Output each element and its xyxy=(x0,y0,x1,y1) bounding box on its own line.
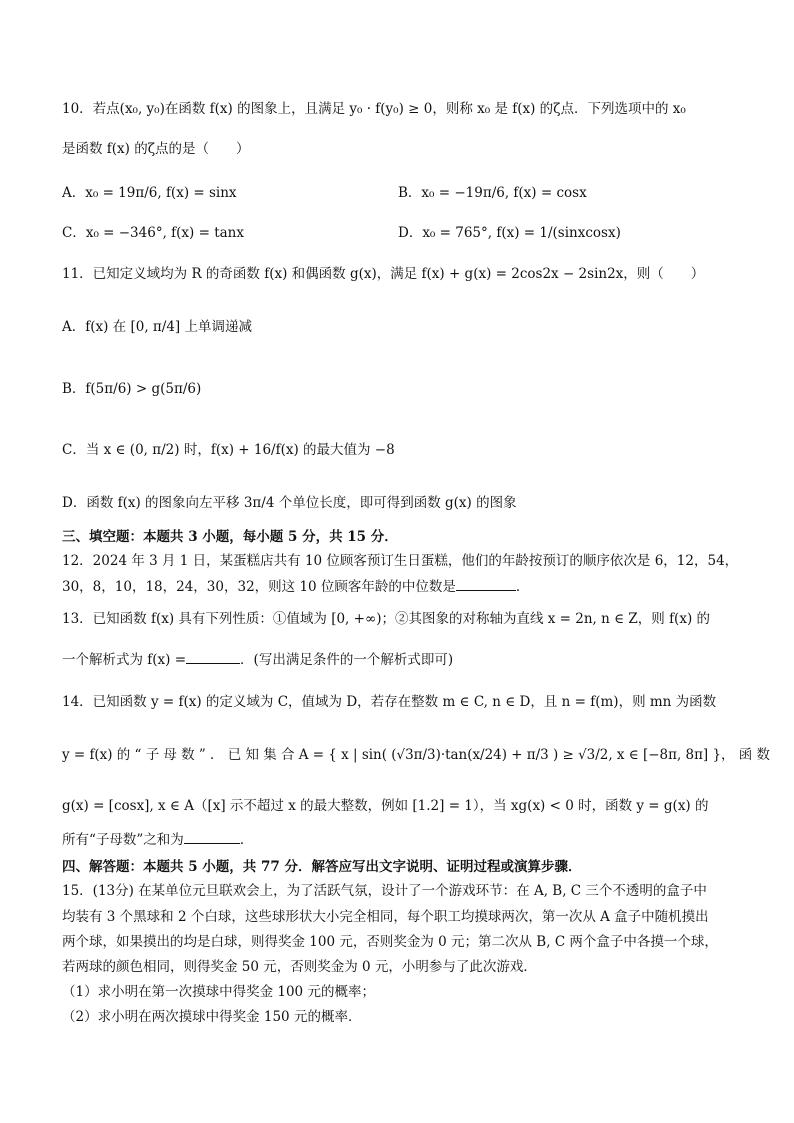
q15-sub1: （1）求小明在第一次摸球中得奖金 100 元的概率； xyxy=(62,984,375,1000)
q12-end: ． xyxy=(515,579,530,595)
q11-option-d: D．函数 f(x) 的图象向左平移 3π/4 个单位长度，即可得到函数 g(x) 的图象 xyxy=(62,495,517,511)
q14-text-b: ． xyxy=(239,832,254,848)
q11-stem: 11．已知定义域均为 R 的奇函数 f(x) 和偶函数 g(x)，满足 f(x) + g(x) = 2cos2x − 2sin2x，则（ ） xyxy=(62,266,705,282)
q10-stem-line1: 10．若点(x₀, y₀)在函数 f(x) 的图象上，且满足 y₀ · f(y₀) ≥ 0，则称 x₀ 是 f(x) 的ζ点．下列选项中的 x₀ xyxy=(62,101,686,117)
q12-line2 xyxy=(62,578,529,596)
q10-option-d: D．x₀ = 765°, f(x) = 1/(sinxcosx) xyxy=(398,225,621,241)
q14-line3: g(x) = [cosx], x ∈ A（[x] 示不超过 x 的最大整数，例如 [1.2] = 1），当 xg(x) < 0 时，函数 y = g(x) 的 xyxy=(62,798,709,814)
q10-option-c: C．x₀ = −346°, f(x) = tanx xyxy=(62,225,244,241)
q15-line2: 均装有 3 个黑球和 2 个白球，这些球形状大小完全相同，每个职工均摸球两次，第一次从 A 盒子中随机摸出 xyxy=(62,909,709,925)
section-4-heading: 四、解答题：本题共 5 小题，共 77 分．解答应写出文字说明、证明过程或演算步骤． xyxy=(62,859,582,875)
q12-text: 30，8，10，18，24，30，32，则这 10 位顾客年龄的中位数是 xyxy=(62,579,456,595)
q15-line1: 15．(13分) 在某单位元旦联欢会上，为了活跃气氛，设计了一个游戏环节：在 A, B, C 三个不透明的盒子中 xyxy=(62,883,707,899)
q15-line3: 两个球，如果摸出的均是白球，则得奖金 100 元，否则奖金为 0 元；第二次从 B, C 两个盒子中各摸一个球， xyxy=(62,934,718,950)
q10-stem-line2: 是函数 f(x) 的ζ点的是（ ） xyxy=(62,141,250,157)
q15-sub2: （2）求小明在两次摸球中得奖金 150 元的概率． xyxy=(62,1009,362,1025)
q12-answer-blank[interactable] xyxy=(456,578,516,591)
q13-text-b: ．(写出满足条件的一个解析式即可) xyxy=(240,652,454,668)
q15-line4: 若两球的颜色相同，则得奖金 50 元，否则奖金为 0 元，小明参与了此次游戏． xyxy=(62,959,537,975)
q13-line2 xyxy=(62,651,453,669)
q14-line1: 14．已知函数 y = f(x) 的定义域为 C，值域为 D，若存在整数 m ∈ C, n ∈ D，且 n = f(m)，则 mn 为函数 xyxy=(62,694,717,710)
q14-answer-blank[interactable] xyxy=(184,831,240,844)
q13-answer-blank[interactable] xyxy=(186,651,240,664)
q11-option-a: A．f(x) 在 [0, π/4] 上单调递减 xyxy=(62,319,252,335)
q13-text-a: 一个解析式为 f(x) = xyxy=(62,652,187,668)
q14-text-a: 所有“子母数”之和为 xyxy=(62,832,184,848)
q14-line2: y = f(x) 的 “ 子 母 数 ” ． 已 知 集 合 A = { x | sin( (√3π/3)·tan(x/24) + π/3 ) ≥ √3/2, x ∈ [−8π, 8π] }， 函 数 xyxy=(62,747,770,763)
q13-line1: 13．已知函数 f(x) 具有下列性质：①值域为 [0, +∞)；②其图象的对称轴为直线 x = 2n, n ∈ Z，则 f(x) 的 xyxy=(62,611,710,627)
q10-option-b: B．x₀ = −19π/6, f(x) = cosx xyxy=(398,185,587,201)
q11-option-b: B．f(5π/6) > g(5π/6) xyxy=(62,381,202,397)
q11-option-c: C．当 x ∈ (0, π/2) 时，f(x) + 16/f(x) 的最大值为 −8 xyxy=(62,442,395,458)
q10-option-a: A．x₀ = 19π/6, f(x) = sinx xyxy=(62,185,237,201)
q14-line4 xyxy=(62,831,253,849)
section-3-heading: 三、填空题：本题共 3 小题，每小题 5 分，共 15 分． xyxy=(62,529,398,545)
q12-line1: 12．2024 年 3 月 1 日，某蛋糕店共有 10 位顾客预订生日蛋糕，他们的年龄按预订的顺序依次是 6，12，54， xyxy=(62,553,739,569)
